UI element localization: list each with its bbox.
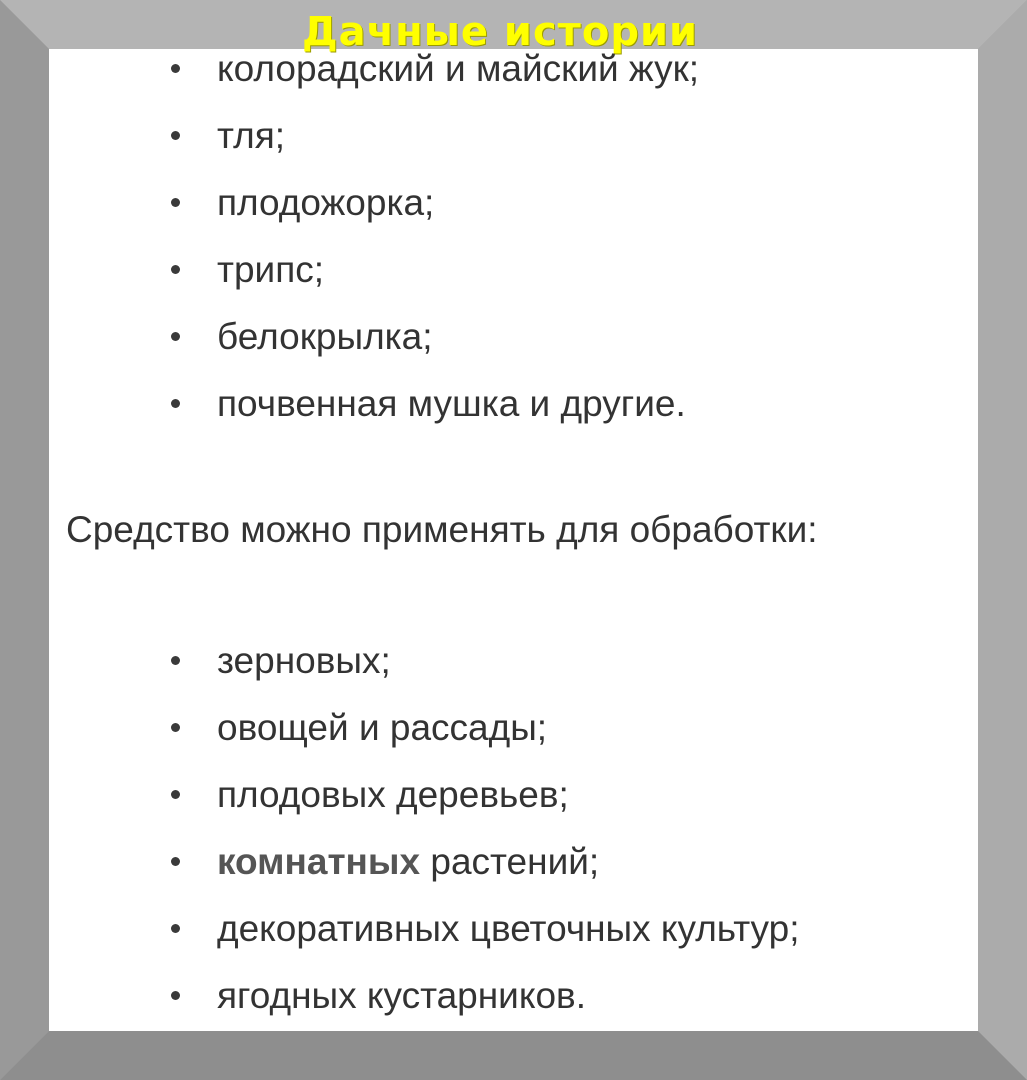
list-item: плодожорка; [49,169,978,236]
watermark-title: Дачные истории [301,9,699,55]
pest-list [49,49,978,437]
list-item: зерновых; [49,627,978,694]
list-item: колорадский и майский жук; [49,49,978,102]
list-item: тля; [49,102,978,169]
bullet-icon [171,399,180,408]
list-item: почвенная мушка и другие. [49,370,978,437]
list-item: ягодных кустарников. [49,962,978,1029]
list-item: декоративных цветочных культур; [49,895,978,962]
usage-paragraph: Средство можно применять для обработки: [66,509,818,550]
bullet-icon [171,991,180,1000]
bullet-icon [171,265,180,274]
usage-list [49,627,978,1029]
list-item: трипс; [49,236,978,303]
bullet-icon [171,656,180,665]
list-item: овощей и рассады; [49,694,978,761]
bullet-icon [171,924,180,933]
list-item: белокрылка; [49,303,978,370]
bullet-icon [171,198,180,207]
bullet-icon [171,790,180,799]
bold-text: комнатных [217,841,421,882]
bullet-icon [171,64,180,73]
list-item: плодовых деревьев; [49,761,978,828]
bullet-icon [171,131,180,140]
bullet-icon [171,857,180,866]
bullet-icon [171,723,180,732]
bullet-icon [171,332,180,341]
list-item: комнатных растений; [49,828,978,895]
content-panel [49,49,978,1031]
